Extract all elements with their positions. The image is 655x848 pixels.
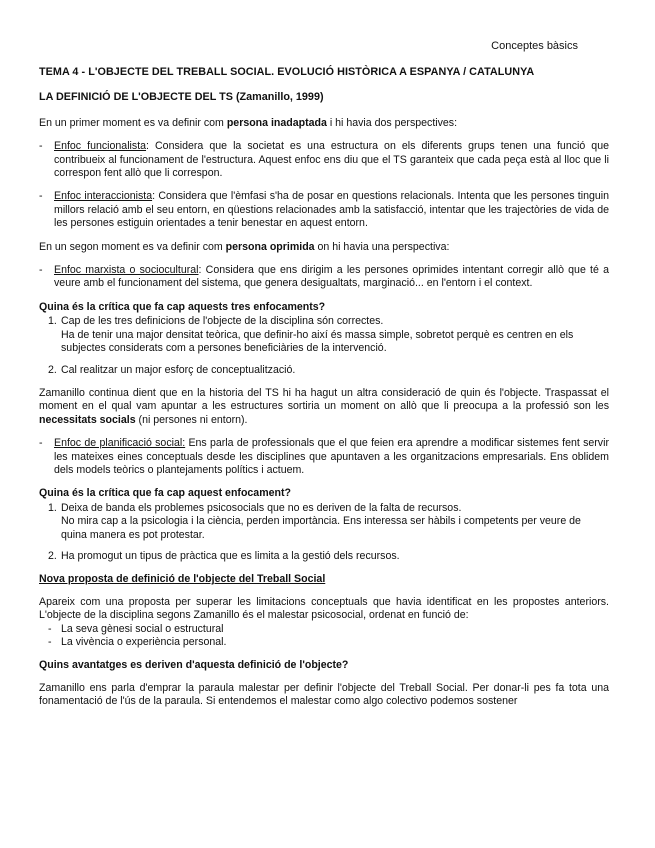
document-body <box>39 66 609 719</box>
section-heading <box>39 91 609 104</box>
page-header-label: Conceptes bàsics <box>491 40 578 52</box>
critique-item <box>39 364 609 377</box>
intro-paragraph-1 <box>39 117 609 130</box>
list-item <box>39 623 609 636</box>
critique-item <box>39 550 609 563</box>
list-item-text: La vivència o experiència personal. <box>61 636 227 648</box>
perspective-item <box>39 437 609 477</box>
para3-text: Zamanillo continua dient que en la historia del TS hi ha hagut un altra consideració de quin és l'objecte. Traspassat el moment en el qual vam apuntar a les estructures sortiria un moment on allò que li preocupa a la professió son les <box>39 386 609 413</box>
critique-detail: No mira cap a la psicologia i la ciència, perden importància. Ens interessa ser hàbils i competents per veure de quina manera es pot protestar. <box>61 515 581 541</box>
question-heading-3: Quins avantatges es deriven d'aquesta definició de l'objecte? <box>39 659 349 672</box>
perspective-term: Enfoc de planificació social: <box>54 437 186 450</box>
list-item-text: La seva gènesi social o estructural <box>61 622 224 635</box>
paragraph-4: Apareix com una proposta per superar les limitacions conceptuals que havia identificat en les propostes anteriors. L'objecte de la disciplina segons Zamanillo és el malestar psicosocial, ordenat en funció de: <box>39 595 609 622</box>
list-number: 1. <box>48 501 57 514</box>
critique-detail: Ha de tenir una major densitat teòrica, que definir-ho així és massa simple, sobretot perquè es centren en els subjectes considerats com a persones beneficiàries de la intervenció. <box>61 328 574 355</box>
intro-paragraph-2 <box>39 241 609 254</box>
dash-bullet: - <box>39 264 43 277</box>
intro1-text-after: i hi havia dos perspectives: <box>326 116 458 129</box>
question-heading-2: Quina és la crítica que fa cap aquest enfocament? <box>39 487 291 500</box>
dash-bullet: - <box>48 622 52 635</box>
dash-bullet: - <box>39 437 43 450</box>
perspective-term: Enfoc interaccionista <box>54 190 153 203</box>
list-item <box>39 636 609 649</box>
critique-item <box>39 315 609 355</box>
intro2-text: En un segon moment es va definir com <box>39 240 226 253</box>
perspective-text: : Considera que la societat es una estructura on els diferents grups tenen una funció que contribueix al funcionament de l'estructura. Aquest enfoc ens diu que el TS garanteix que cada peça està al lloc que li correspon fent allò que li correspon. <box>54 140 609 180</box>
intro2-text-after: on hi havia una perspectiva: <box>314 240 450 253</box>
intro1-text: En un primer moment es va definir com <box>39 116 227 129</box>
paragraph-5: Zamanillo ens parla d'emprar la paraula malestar per definir l'objecte del Treball Social. Per donar-li pes fa tota una fonamentació de l'ús de la paraula. Si entendemos el malestar como algo colectivo podemos sostener <box>39 681 609 708</box>
dash-bullet: - <box>39 190 43 203</box>
list-number: 2. <box>48 549 57 562</box>
critique-line: Cap de les tres definicions de l'objecte de la disciplina són correctes. <box>61 315 384 328</box>
perspective-text: : Considera que l'èmfasi s'ha de posar en questions relacionals. Intenta que les persones tinguin millors relació amb el seu entorn, en qüestions relacionades amb la satisfacció, intentar que les trajectòries de vida de les persones estiguin orientades a tenir benestar en aquest entorn. <box>54 190 609 230</box>
perspective-term: Enfoc marxista o sociocultural <box>54 264 199 277</box>
dash-bullet: - <box>48 636 52 648</box>
section-heading-main: LA DEFINICIÓ DE L'OBJECTE DEL TS <box>39 91 236 104</box>
intro1-bold: persona inadaptada <box>226 116 327 129</box>
perspective-item <box>39 190 609 230</box>
list-number: 2. <box>48 363 57 376</box>
perspective-term: Enfoc funcionalista <box>54 140 147 153</box>
list-number: 1. <box>48 315 57 328</box>
critique-line: Cal realitzar un major esforç de conceptualització. <box>61 363 296 376</box>
perspective-item <box>39 264 609 291</box>
malaise-criteria-list <box>39 623 609 650</box>
critique-line: Ha promogut un tipus de pràctica que es limita a la gestió dels recursos. <box>61 549 400 562</box>
perspective-text: : Considera que ens dirigim a les persones oprimides intentant corregir allò que té a veure amb el funcionament del sistema, que genera desigualtats, marginació... en l'entorn i el context. <box>54 264 609 290</box>
perspective-text: Ens parla de professionals que el que feien era aprendre a modificar sistemes fent servir les mateixes eines conceptuals desde les disciplines que apuntaven a les organitzacions empresarials. Ens oblidem dels models teòrics o plantejaments polítics i actuem. <box>54 437 609 476</box>
para3-text-after: (ni persones ni entorn). <box>135 413 248 426</box>
dash-bullet: - <box>39 140 43 153</box>
chapter-title: TEMA 4 - L'OBJECTE DEL TREBALL SOCIAL. EVOLUCIÓ HISTÒRICA A ESPANYA / CATALUNYA <box>39 66 535 78</box>
section-heading-citation: (Zamanillo, 1999) <box>235 91 324 104</box>
critique-line: Deixa de banda els problemes psicosocials que no es deriven de la falta de recursos. <box>61 501 462 514</box>
intro2-bold: persona oprimida <box>225 240 315 253</box>
question-heading-1: Quina és la crítica que fa cap aquests tres enfocaments? <box>39 300 326 313</box>
proposal-section-title: Nova proposta de definició de l'objecte del Treball Social <box>39 573 326 586</box>
critique-item <box>39 502 609 542</box>
paragraph-3 <box>39 387 609 427</box>
para3-bold: necessitats socials <box>39 413 136 426</box>
perspective-item <box>39 140 609 180</box>
